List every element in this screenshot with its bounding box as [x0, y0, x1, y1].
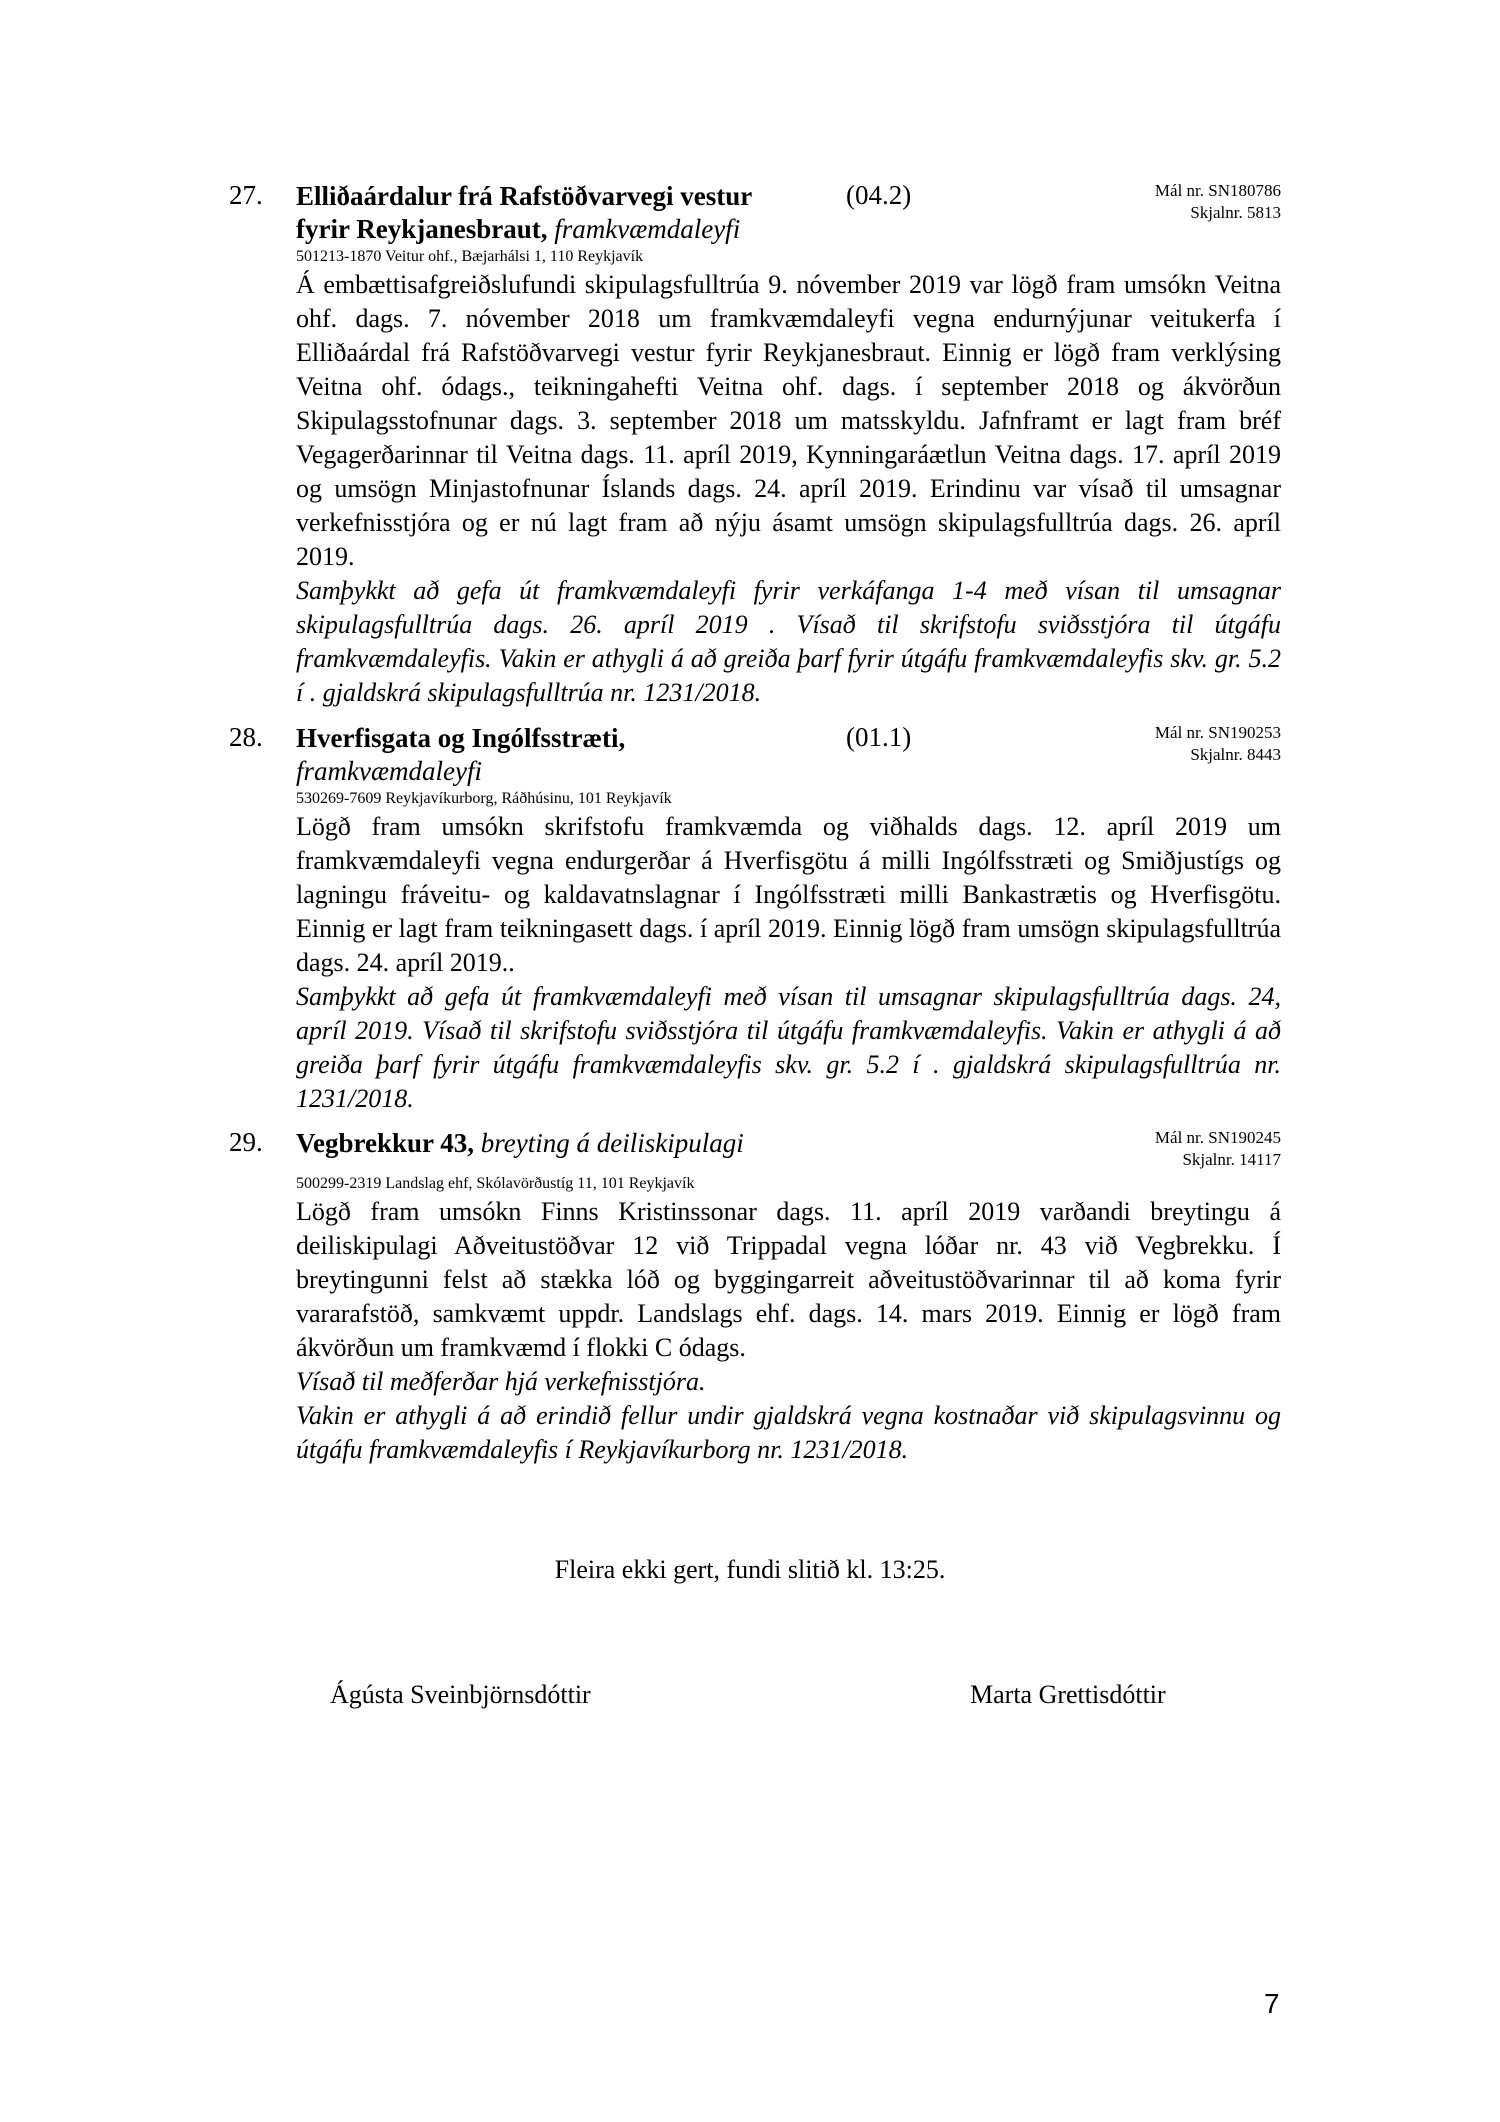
item-title-line-2: fyrir Reykjanesbraut,: [296, 214, 548, 244]
agenda-item-28: [229, 722, 1281, 1113]
page-number: 7: [1264, 1988, 1280, 2019]
meeting-closing: Fleira ekki gert, fundi slitið kl. 13:25.: [554, 1555, 946, 1584]
item-title: [296, 722, 796, 788]
item-reference: [1155, 180, 1281, 224]
item-number: 28.: [229, 722, 263, 752]
item-description: Lögð fram umsókn Finns Kristinssonar dags. 11. apríl 2019 varðandi breytingu á deiliskipulagi Aðveitustöðvar 12 við Trippadal vegna lóðar nr. 43 við Vegbrekku. Í breytingunni felst að stækka lóð og byggingarreit aðveitustöðvarinnar til að koma fyrir vararafstöð, samkvæmt uppdr. Landslags ehf. dags. 14. mars 2019. Einnig er lögð fram ákvörðun um framkvæmd í flokki C ódags.: [296, 1197, 1281, 1362]
applicant: 501213-1870 Veitur ohf., Bæjarhálsi 1, 110 Reykjavík: [296, 248, 644, 265]
item-description: Lögð fram umsókn skrifstofu framkvæmda og viðhalds dags. 12. apríl 2019 um framkvæmdaleyfi vegna endurgerðar á Hverfisgötu á milli Ingólfsstræti og Smiðjustígs og lagningu fráveitu- og kaldavatnslagnar í Ingólfsstræti milli Bankastrætis og Hverfisgötu. Einnig er lagt fram teikningasett dags. í apríl 2019. Einnig lögð fram umsögn skipulagsfulltrúa dags. 24. apríl 2019..: [296, 812, 1281, 977]
signature-right: Marta Grettisdóttir: [970, 1680, 1166, 1709]
document-number: Skjalnr. 8443: [1190, 745, 1281, 764]
item-title-line-1: Vegbrekkur 43,: [296, 1128, 475, 1158]
item-subtitle: framkvæmdaleyfi: [554, 214, 741, 244]
item-description: Á embættisafgreiðslufundi skipulagsfulltrúa 9. nóvember 2019 var lögð fram umsókn Veitna ohf. dags. 7. nóvember 2018 um framkvæmdaleyfi vegna endurnýjunar veitukerfa í Elliðaárdal frá Rafstöðvarvegi vestur fyrir Reykjanesbraut. Einnig er lögð fram verklýsing Veitna ohf. ódags., teikningahefti Veitna ohf. dags. í september 2018 og ákvörðun Skipulagsstofnunar dags. 3. september 2018 um matsskyldu. Jafnframt er lagt fram bréf Vegagerðarinnar til Veitna dags. 11. apríl 2019, Kynningaráætlun Veitna dags. 17. apríl 2019 og umsögn Minjastofnunar Íslands dags. 24. apríl 2019. Erindinu var vísað til umsagnar verkefnisstjóra og er nú lagt fram að nýju ásamt umsögn skipulagsfulltrúa dags. 26. apríl 2019.: [296, 270, 1281, 571]
applicant: 500299-2319 Landslag ehf, Skólavörðustíg 11, 101 Reykjavík: [296, 1175, 695, 1192]
item-body: [296, 810, 1281, 1116]
case-number: Mál nr. SN190245: [1154, 1128, 1281, 1147]
item-subtitle: breyting á deiliskipulagi: [480, 1128, 744, 1158]
item-subtitle: framkvæmdaleyfi: [296, 756, 482, 786]
item-title-line-1: Elliðaárdalur frá Rafstöðvarvegi vestur: [296, 181, 753, 211]
item-code: (04.2): [846, 180, 912, 210]
document-number: Skjalnr. 5813: [1190, 203, 1281, 222]
item-reference: [1155, 722, 1281, 766]
applicant: 530269-7609 Reykjavíkurborg, Ráðhúsinu, 101 Reykjavík: [296, 790, 672, 807]
agenda-item-29: [229, 1127, 1281, 1477]
case-number: Mál nr. SN180786: [1154, 181, 1281, 200]
item-number: 29.: [229, 1127, 263, 1157]
case-number: Mál nr. SN190253: [1154, 723, 1281, 742]
item-decision: Vísað til meðferðar hjá verkefnisstjóra.: [296, 1367, 706, 1396]
item-decision: Samþykkt að gefa út framkvæmdaleyfi með vísan til umsagnar skipulagsfulltrúa dags. 24, apríl 2019. Vísað til skrifstofu sviðsstjóra til útgáfu framkvæmdaleyfis. Vakin er athygli á að greiða þarf fyrir útgáfu framkvæmdaleyfis skv. gr. 5.2 í . gjaldskrá skipulagsfulltrúa nr. 1231/2018.: [296, 982, 1281, 1113]
item-title: [296, 1127, 896, 1160]
item-decision: Samþykkt að gefa út framkvæmdaleyfi fyrir verkáfanga 1-4 með vísan til umsagnar skipulagsfulltrúa dags. 26. apríl 2019 . Vísað til skrifstofu sviðsstjóra til útgáfu framkvæmdaleyfis. Vakin er athygli á að greiða þarf fyrir útgáfu framkvæmdaleyfis skv. gr. 5.2 í . gjaldskrá skipulagsfulltrúa nr. 1231/2018.: [296, 576, 1281, 707]
item-code: (01.1): [846, 722, 912, 752]
document-number: Skjalnr. 14117: [1182, 1150, 1281, 1169]
item-reference: [1155, 1127, 1281, 1171]
item-number: 27.: [229, 180, 263, 210]
item-body: [296, 268, 1281, 710]
item-note: Vakin er athygli á að erindið fellur undir gjaldskrá vegna kostnaðar við skipulagsvinnu og útgáfu framkvæmdaleyfis í Reykjavíkurborg nr. 1231/2018.: [296, 1401, 1281, 1464]
item-body: [296, 1195, 1281, 1467]
item-title-line-1: Hverfisgata og Ingólfsstræti,: [296, 723, 626, 753]
agenda-item-27: [229, 180, 1281, 707]
signature-left: Ágústa Sveinbjörnsdóttir: [330, 1680, 591, 1709]
item-title: [296, 180, 796, 246]
